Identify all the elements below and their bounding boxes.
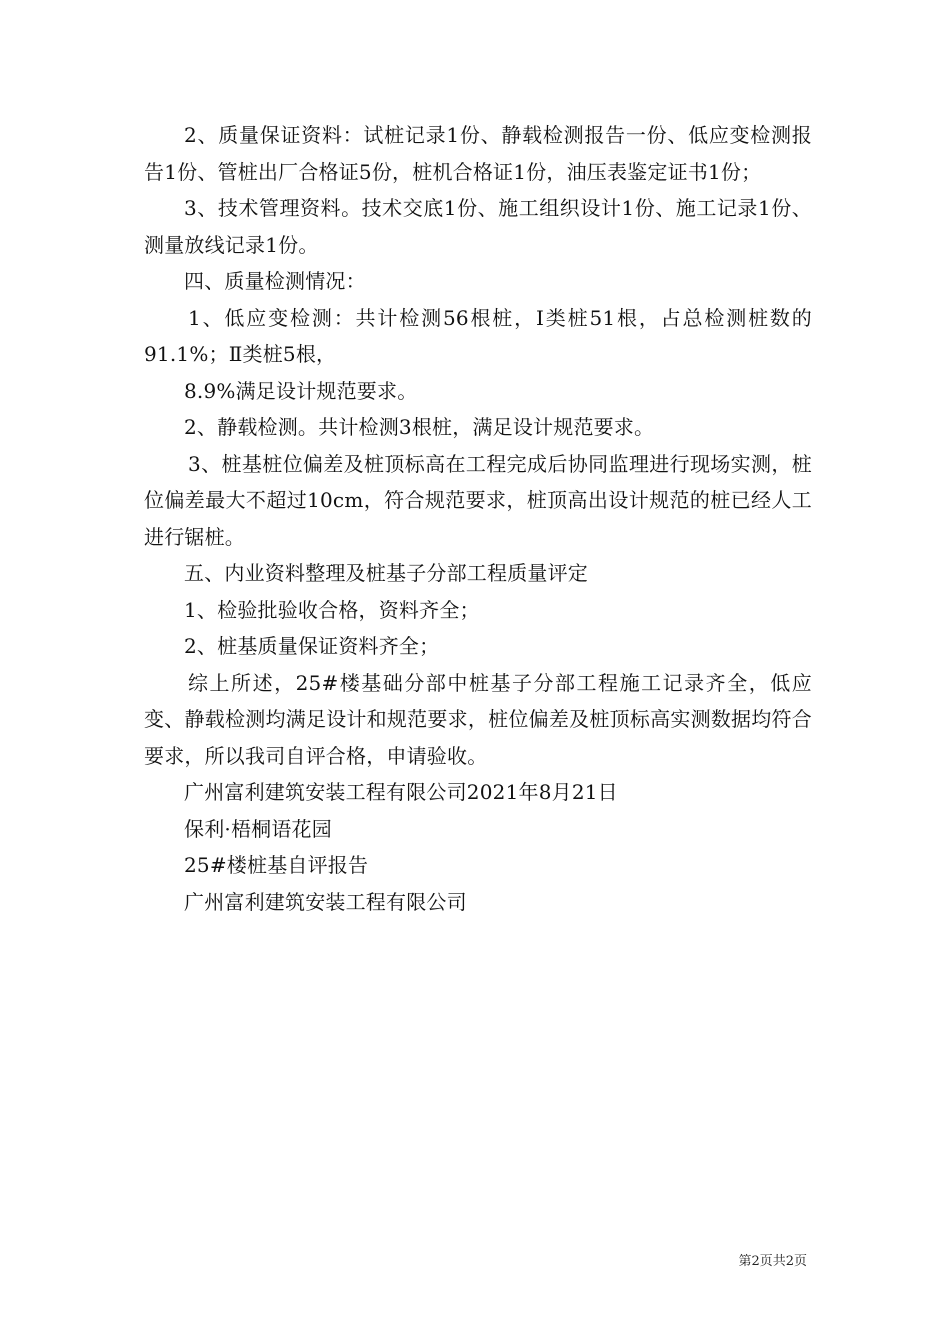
paragraph-summary: 综上所述，25#楼基础分部中桩基子分部工程施工记录齐全，低应变、静载检测均满足设计和规范要求，桩位偏差及桩顶标高实测数据均符合要求，所以我司自评合格，申请验收。 xyxy=(144,670,812,768)
paragraph-tech-docs: 3、技术管理资料。技术交底1份、施工组织设计1份、施工记录1份、测量放线记录1份。 xyxy=(144,196,812,257)
paragraph-company-name: 广州富利建筑安装工程有限公司 xyxy=(184,889,467,914)
paragraph-low-strain-test: 1、低应变检测：共计检测56根桩，Ⅰ类桩51根，占总检测桩数的91.1%；Ⅱ类桩5根， xyxy=(144,305,812,366)
paragraph-pile-docs-complete: 2、桩基质量保证资料齐全； xyxy=(184,634,440,658)
paragraph-static-load-test: 2、静载检测。共计检测3根桩，满足设计规范要求。 xyxy=(184,415,655,439)
paragraph-company-date: 广州富利建筑安装工程有限公司2021年8月21日 xyxy=(184,780,618,804)
paragraph-project-name: 保利·梧桐语花园 xyxy=(184,816,332,841)
paragraph-report-title: 25#楼桩基自评报告 xyxy=(184,853,369,877)
paragraph-quality-docs: 2、质量保证资料：试桩记录1份、静载检测报告一份、低应变检测报告1份、管桩出厂合格证5份，桩机合格证1份，油压表鉴定证书1份； xyxy=(144,123,812,184)
paragraph-pile-deviation: 3、桩基桩位偏差及桩顶标高在工程完成后协同监理进行现场实测，桩位偏差最大不超过10cm，符合规范要求，桩顶高出设计规范的桩已经人工进行锯桩。 xyxy=(144,451,812,549)
heading-internal-docs: 五、内业资料整理及桩基子分部工程质量评定 xyxy=(184,561,588,585)
heading-quality-inspection: 四、质量检测情况： xyxy=(184,269,366,293)
paragraph-low-strain-result: 8.9%满足设计规范要求。 xyxy=(184,378,418,403)
paragraph-inspection-lot: 1、检验批验收合格，资料齐全； xyxy=(184,597,480,622)
document-body xyxy=(144,117,812,920)
page-number-footer: 第2页共2页 xyxy=(738,1254,807,1269)
